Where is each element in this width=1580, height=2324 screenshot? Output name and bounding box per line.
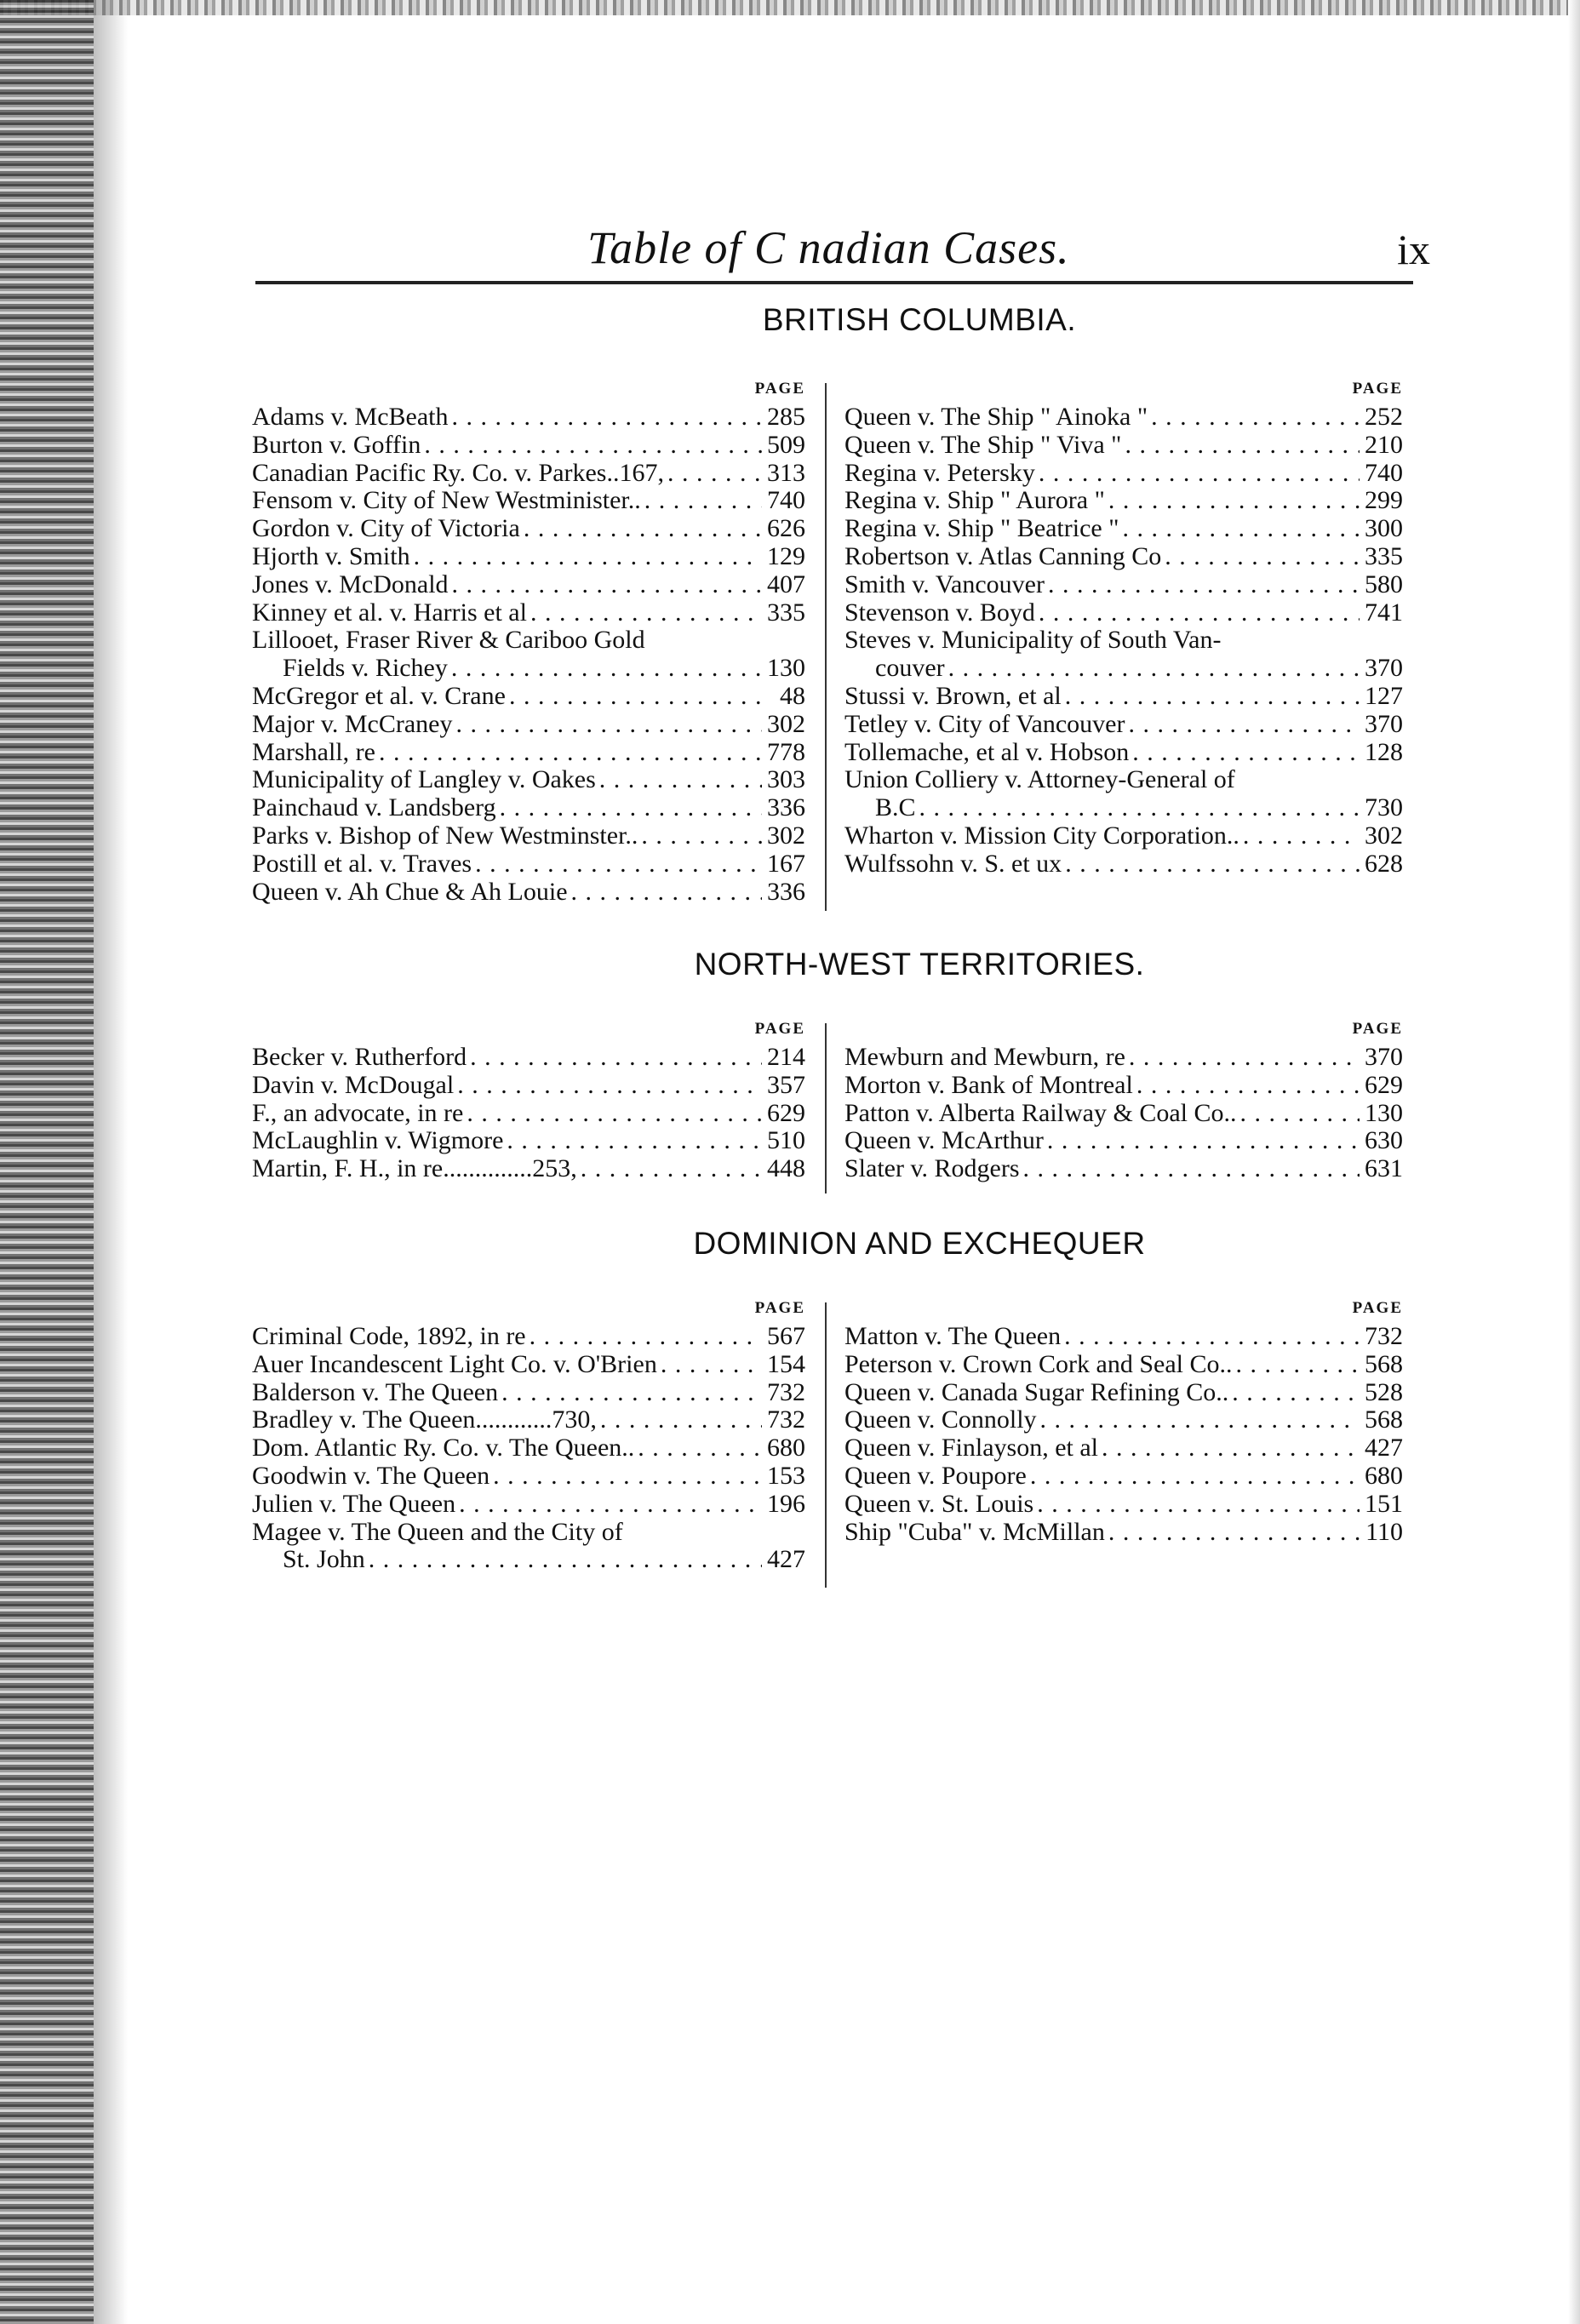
- case-page-number: 127: [1365, 681, 1403, 710]
- case-name: Painchaud v. Landsberg: [252, 793, 496, 822]
- case-name: Queen v. Canada Sugar Refining Co..: [844, 1377, 1229, 1406]
- case-name: Slater v. Rodgers: [844, 1154, 1020, 1183]
- case-entry: [844, 404, 1403, 432]
- case-entry: [252, 794, 805, 822]
- dot-leader: [667, 460, 762, 488]
- dot-leader: [919, 794, 1360, 822]
- case-page-number: 313: [767, 458, 805, 487]
- case-name: B.C: [875, 793, 916, 822]
- case-name: Canadian Pacific Ry. Co. v. Parkes..167,: [252, 458, 664, 487]
- dot-leader: [1122, 515, 1360, 543]
- case-entry: [252, 1406, 805, 1434]
- case-page-number: 778: [767, 737, 805, 766]
- case-page-number: 407: [767, 570, 805, 598]
- case-entry: [252, 627, 805, 655]
- case-entry: [252, 599, 805, 627]
- dot-leader: [1023, 1155, 1360, 1183]
- case-page-number: 214: [767, 1043, 805, 1071]
- dot-leader: [661, 1351, 762, 1379]
- case-entry: [844, 1323, 1403, 1351]
- case-name: Regina v. Ship " Aurora ": [844, 486, 1105, 515]
- case-entry: [252, 1379, 805, 1407]
- case-entry: [252, 404, 805, 432]
- dot-leader: [509, 683, 763, 711]
- case-entry: [844, 460, 1403, 488]
- page-title: Table of C nadian Cases.: [587, 222, 1070, 273]
- case-name: Robertson v. Atlas Canning Co: [844, 541, 1162, 570]
- dot-leader: [467, 1100, 762, 1128]
- case-name: Julien v. The Queen: [252, 1489, 456, 1518]
- case-name: Regina v. Petersky: [844, 458, 1035, 487]
- case-name: Dom. Atlantic Ry. Co. v. The Queen..: [252, 1434, 635, 1463]
- case-entry: [844, 1519, 1403, 1547]
- case-entry: [252, 1323, 805, 1351]
- case-page-number: 336: [767, 877, 805, 906]
- scan-edge-top: [0, 0, 1580, 15]
- dot-leader: [641, 822, 762, 850]
- right-column: [844, 375, 1403, 879]
- case-page-number: 626: [767, 514, 805, 543]
- case-entry: [252, 1044, 805, 1072]
- case-page-number: 732: [1365, 1322, 1403, 1350]
- dot-leader: [644, 487, 762, 515]
- case-name: Queen v. Poupore: [844, 1461, 1027, 1490]
- page-column-label: PAGE: [754, 1299, 805, 1317]
- case-name: Union Colliery v. Attorney-General of: [844, 765, 1235, 794]
- case-page-number: 167: [767, 849, 805, 878]
- dot-leader: [452, 571, 762, 599]
- case-name: Peterson v. Crown Cork and Seal Co..: [844, 1349, 1233, 1378]
- dot-leader: [1108, 1519, 1360, 1547]
- case-name: Mewburn and Mewburn, re: [844, 1043, 1125, 1071]
- case-entry: [252, 1519, 805, 1547]
- case-entry: [844, 1491, 1403, 1519]
- case-page-number: 568: [1365, 1405, 1403, 1434]
- page-number: ix: [1397, 226, 1430, 273]
- dot-leader: [424, 432, 762, 460]
- case-entry: [844, 1127, 1403, 1155]
- case-page-number: 680: [1365, 1461, 1403, 1490]
- case-page-number: 629: [767, 1098, 805, 1127]
- case-page-number: 302: [767, 709, 805, 738]
- case-name: Municipality of Langley v. Oakes: [252, 765, 596, 794]
- dot-leader: [638, 1434, 762, 1463]
- case-name: Wharton v. Mission City Corporation..: [844, 821, 1239, 850]
- case-name: Marshall, re: [252, 737, 375, 766]
- dot-leader: [1108, 487, 1360, 515]
- case-entry: [252, 879, 805, 907]
- case-page-number: 128: [1365, 737, 1403, 766]
- case-page-number: 528: [1365, 1377, 1403, 1406]
- case-name: Major v. McCraney: [252, 709, 453, 738]
- case-page-number: 357: [767, 1070, 805, 1099]
- page-column-label: PAGE: [1352, 1020, 1403, 1038]
- case-entry: [844, 432, 1403, 460]
- case-page-number: 285: [767, 403, 805, 431]
- case-name: Wulfssohn v. S. et ux: [844, 849, 1062, 878]
- case-entry: [252, 487, 805, 515]
- case-page-number: 730: [1365, 793, 1403, 822]
- case-entry: [844, 543, 1403, 571]
- case-entry: [252, 1127, 805, 1155]
- case-name: Parks v. Bishop of New Westminster..: [252, 821, 638, 850]
- case-page-number: 741: [1365, 598, 1403, 627]
- case-page-number: 568: [1365, 1349, 1403, 1378]
- case-page-number: 336: [767, 793, 805, 822]
- case-page-number: 302: [1365, 821, 1403, 850]
- page-column-label: PAGE: [754, 380, 805, 398]
- case-entry: [252, 1072, 805, 1100]
- case-page-number: 370: [1365, 654, 1403, 683]
- case-name: Becker v. Rutherford: [252, 1043, 467, 1071]
- case-entry: [252, 1100, 805, 1128]
- dot-leader: [524, 515, 762, 543]
- dot-leader: [500, 794, 762, 822]
- case-name: Fensom v. City of New Westminister..: [252, 486, 641, 515]
- case-name: Queen v. Finlayson, et al: [844, 1434, 1098, 1463]
- dot-leader: [475, 850, 762, 879]
- case-name: Queen v. McArthur: [844, 1126, 1044, 1155]
- case-entry: [252, 822, 805, 850]
- dot-leader: [459, 1491, 762, 1519]
- case-entry: [844, 1406, 1403, 1434]
- case-list: [844, 404, 1403, 879]
- case-name: Jones v. McDonald: [252, 570, 449, 598]
- case-name: Queen v. Ah Chue & Ah Louie: [252, 877, 568, 906]
- case-name: Stevenson v. Boyd: [844, 598, 1035, 627]
- case-name: Queen v. The Ship " Viva ": [844, 430, 1122, 459]
- case-page-number: 300: [1365, 514, 1403, 543]
- dot-leader: [571, 879, 762, 907]
- case-page-number: 567: [767, 1322, 805, 1350]
- case-name: McLaughlin v. Wigmore: [252, 1126, 504, 1155]
- case-entry: [252, 432, 805, 460]
- case-name: Adams v. McBeath: [252, 403, 449, 431]
- dot-leader: [1030, 1463, 1360, 1491]
- dot-leader: [1136, 1072, 1360, 1100]
- dot-leader: [493, 1463, 762, 1491]
- case-entry: [252, 1434, 805, 1463]
- page-column-label: PAGE: [1352, 1299, 1403, 1317]
- case-entry: [252, 1155, 805, 1183]
- case-name: Bradley v. The Queen............730,: [252, 1405, 597, 1434]
- case-page-number: 732: [767, 1377, 805, 1406]
- case-list: [252, 1044, 805, 1183]
- case-name: Steves v. Municipality of South Van-: [844, 626, 1222, 655]
- case-name: St. John: [283, 1545, 365, 1574]
- case-entry: [252, 739, 805, 767]
- dot-leader: [1065, 683, 1360, 711]
- case-page-number: 151: [1365, 1489, 1403, 1518]
- case-entry: [252, 1463, 805, 1491]
- case-entry: [844, 711, 1403, 739]
- case-list: [844, 1044, 1403, 1183]
- dot-leader: [456, 711, 763, 739]
- dot-leader: [1151, 404, 1360, 432]
- dot-leader: [530, 1323, 762, 1351]
- case-name: Gordon v. City of Victoria: [252, 514, 520, 543]
- case-entry: [844, 822, 1403, 850]
- case-page-number: 427: [767, 1545, 805, 1574]
- case-entry: [252, 683, 805, 711]
- case-name: Burton v. Goffin: [252, 430, 421, 459]
- case-page-number: 303: [767, 765, 805, 794]
- case-page-number: 252: [1365, 403, 1403, 431]
- dot-leader: [451, 655, 762, 683]
- case-page-number: 335: [767, 598, 805, 627]
- dot-leader: [470, 1044, 762, 1072]
- case-page-number: 629: [1365, 1070, 1403, 1099]
- dot-leader: [1236, 1351, 1360, 1379]
- case-entry: [844, 1379, 1403, 1407]
- case-name: Postill et al. v. Traves: [252, 849, 472, 878]
- case-name: Queen v. Connolly: [844, 1405, 1037, 1434]
- case-page-number: 510: [767, 1126, 805, 1155]
- case-name: Stussi v. Brown, et al: [844, 681, 1062, 710]
- case-page-number: 110: [1365, 1517, 1403, 1546]
- column-divider: [825, 1302, 827, 1588]
- case-page-number: 196: [767, 1489, 805, 1518]
- case-page-number: 740: [767, 486, 805, 515]
- case-name: Magee v. The Queen and the City of: [252, 1517, 623, 1546]
- dot-leader: [581, 1155, 762, 1183]
- dot-leader: [1125, 432, 1360, 460]
- case-page-number: 335: [1365, 541, 1403, 570]
- dot-leader: [1039, 599, 1360, 627]
- case-entry: [252, 1351, 805, 1379]
- dot-leader: [507, 1127, 762, 1155]
- case-name: Martin, F. H., in re..............253,: [252, 1154, 577, 1183]
- dot-leader: [1232, 1379, 1360, 1407]
- case-page-number: 302: [767, 821, 805, 850]
- case-entry: [252, 515, 805, 543]
- case-name: Hjorth v. Smith: [252, 541, 410, 570]
- left-column: [252, 1015, 805, 1183]
- dot-leader: [414, 543, 762, 571]
- dot-leader: [1240, 1100, 1360, 1128]
- dot-leader: [1065, 850, 1360, 879]
- dot-leader: [530, 599, 762, 627]
- running-head: [255, 213, 1430, 281]
- case-page-number: 630: [1365, 1126, 1403, 1155]
- dot-leader: [599, 766, 762, 794]
- case-name: Regina v. Ship " Beatrice ": [844, 514, 1119, 543]
- case-entry: [844, 571, 1403, 599]
- case-entry: [844, 515, 1403, 543]
- case-entry: [844, 1351, 1403, 1379]
- case-name: Queen v. The Ship " Ainoka ": [844, 403, 1148, 431]
- case-page-number: 370: [1365, 1043, 1403, 1071]
- case-name: Ship "Cuba" v. McMillan: [844, 1517, 1105, 1546]
- case-name: Tetley v. City of Vancouver: [844, 709, 1125, 738]
- right-column: [844, 1294, 1403, 1546]
- case-entry: [844, 1072, 1403, 1100]
- scan-edge-left: [0, 0, 94, 2324]
- case-name: Matton v. The Queen: [844, 1322, 1062, 1350]
- dot-leader: [457, 1072, 762, 1100]
- case-page-number: 631: [1365, 1154, 1403, 1183]
- case-page-number: 210: [1365, 430, 1403, 459]
- case-page-number: 48: [780, 681, 805, 710]
- left-column: [252, 1294, 805, 1574]
- case-name: Queen v. St. Louis: [844, 1489, 1034, 1518]
- case-entry: [252, 655, 805, 683]
- case-entry: [844, 599, 1403, 627]
- case-entry: [252, 711, 805, 739]
- dot-leader: [1064, 1323, 1360, 1351]
- case-page-number: 130: [767, 654, 805, 683]
- case-name: Patton v. Alberta Railway & Coal Co..: [844, 1098, 1237, 1127]
- case-entry: [844, 850, 1403, 879]
- case-entry: [844, 655, 1403, 683]
- case-page-number: 129: [767, 541, 805, 570]
- section-heading-dominion-and-exchequer: DOMINION AND EXCHEQUER: [693, 1226, 1146, 1261]
- case-name: Davin v. McDougal: [252, 1070, 455, 1099]
- case-name: Tollemache, et al v. Hobson: [844, 737, 1130, 766]
- case-entry: [844, 1155, 1403, 1183]
- case-entry: [844, 1100, 1403, 1128]
- case-entry: [252, 766, 805, 794]
- dot-leader: [1048, 571, 1360, 599]
- case-entry: [844, 627, 1403, 655]
- section-heading-north-west-territories: NORTH-WEST TERRITORIES.: [694, 947, 1145, 982]
- case-entry: [252, 850, 805, 879]
- dot-leader: [1243, 822, 1360, 850]
- dot-leader: [501, 1379, 762, 1407]
- case-page-number: 680: [767, 1434, 805, 1463]
- dot-leader: [369, 1546, 762, 1574]
- dot-leader: [1129, 1044, 1360, 1072]
- dot-leader: [1129, 711, 1360, 739]
- case-entry: [844, 766, 1403, 794]
- right-column: [844, 1015, 1403, 1183]
- dot-leader: [1047, 1127, 1360, 1155]
- case-name: Balderson v. The Queen: [252, 1377, 499, 1406]
- section-heading-british-columbia: BRITISH COLUMBIA.: [762, 302, 1077, 337]
- case-page-number: 509: [767, 430, 805, 459]
- case-page-number: 448: [767, 1154, 805, 1183]
- case-entry: [844, 487, 1403, 515]
- case-entry: [252, 571, 805, 599]
- case-entry: [252, 460, 805, 488]
- case-name: Morton v. Bank of Montreal: [844, 1070, 1133, 1099]
- dot-leader: [948, 655, 1360, 683]
- case-entry: [844, 794, 1403, 822]
- dot-leader: [1039, 460, 1360, 488]
- column-divider: [825, 1023, 827, 1193]
- header-rule: [255, 281, 1413, 284]
- dot-leader: [1040, 1406, 1360, 1434]
- case-name: Kinney et al. v. Harris et al: [252, 598, 527, 627]
- dot-leader: [452, 404, 762, 432]
- case-name: couver: [875, 654, 945, 683]
- case-name: Criminal Code, 1892, in re: [252, 1322, 526, 1350]
- case-name: Fields v. Richey: [283, 654, 448, 683]
- case-entry: [844, 683, 1403, 711]
- case-entry: [252, 1491, 805, 1519]
- case-name: Auer Incandescent Light Co. v. O'Brien: [252, 1349, 657, 1378]
- case-name: Goodwin v. The Queen: [252, 1461, 490, 1490]
- case-list: [252, 404, 805, 906]
- case-list: [252, 1323, 805, 1574]
- case-name: Smith v. Vancouver: [844, 570, 1045, 598]
- case-page-number: 740: [1365, 458, 1403, 487]
- case-page-number: 628: [1365, 849, 1403, 878]
- case-page-number: 153: [767, 1461, 805, 1490]
- case-page-number: 427: [1365, 1434, 1403, 1463]
- case-entry: [844, 1044, 1403, 1072]
- case-page-number: 130: [1365, 1098, 1403, 1127]
- case-page-number: 299: [1365, 486, 1403, 515]
- dot-leader: [1132, 739, 1360, 767]
- case-entry: [844, 739, 1403, 767]
- dot-leader: [1037, 1491, 1360, 1519]
- case-entry: [844, 1463, 1403, 1491]
- case-page-number: 154: [767, 1349, 805, 1378]
- page-column-label: PAGE: [1352, 380, 1403, 398]
- case-name: Lillooet, Fraser River & Cariboo Gold: [252, 626, 645, 655]
- case-list: [844, 1323, 1403, 1546]
- dot-leader: [1102, 1434, 1360, 1463]
- column-divider: [825, 383, 827, 911]
- dot-leader: [600, 1406, 762, 1434]
- dot-leader: [1165, 543, 1360, 571]
- case-entry: [252, 1546, 805, 1574]
- case-page-number: 580: [1365, 570, 1403, 598]
- case-page-number: 732: [767, 1405, 805, 1434]
- dot-leader: [379, 739, 762, 767]
- case-name: McGregor et al. v. Crane: [252, 681, 506, 710]
- case-name: F., an advocate, in re: [252, 1098, 464, 1127]
- scan-edge-right: [1568, 0, 1580, 2324]
- page-column-label: PAGE: [754, 1020, 805, 1038]
- left-column: [252, 375, 805, 906]
- case-entry: [252, 543, 805, 571]
- case-page-number: 370: [1365, 709, 1403, 738]
- case-entry: [844, 1434, 1403, 1463]
